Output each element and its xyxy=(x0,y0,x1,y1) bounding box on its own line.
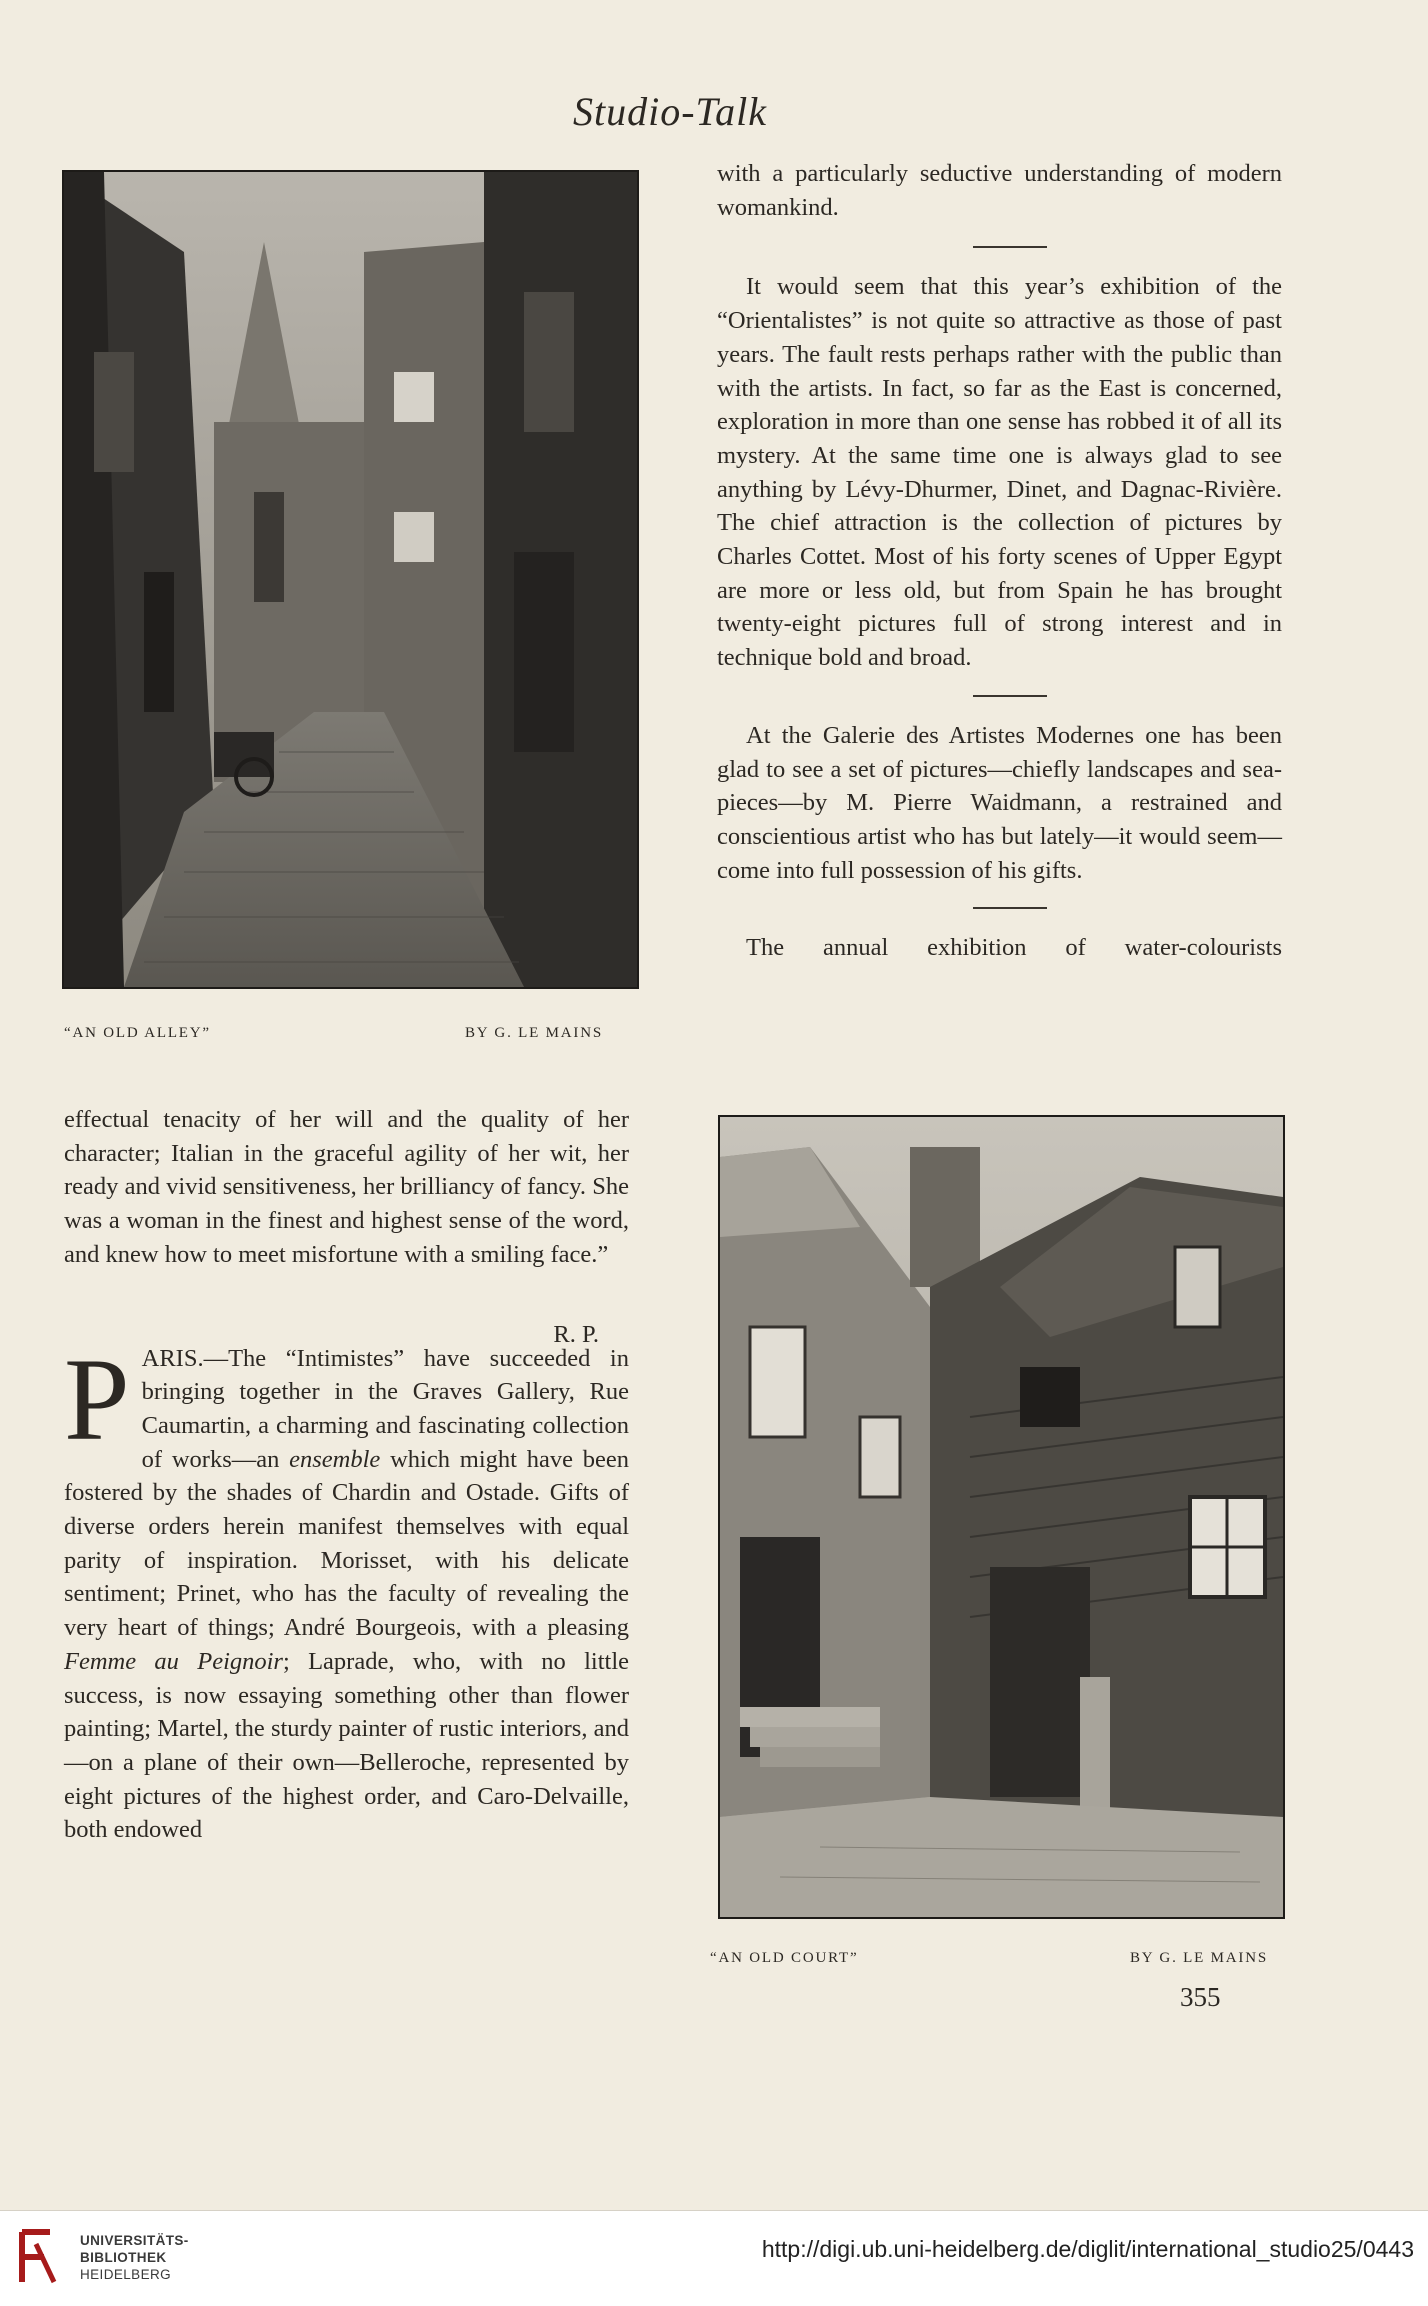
drop-cap-letter: P xyxy=(64,1333,130,1465)
university-logo-text xyxy=(80,2232,189,2283)
caption-old-alley-title: “AN OLD ALLEY” xyxy=(64,1025,211,1041)
court-etching xyxy=(720,1117,1283,1917)
paragraph-tribute xyxy=(64,1103,629,1272)
source-url-link[interactable]: http://digi.ub.uni-heidelberg.de/diglit/international_studio25/0443 xyxy=(761,2236,1414,2262)
paragraph-galerie-modernes: At the Galerie des Artistes Modernes one has been glad to see a set of pictures—chiefly landscapes and sea-pieces—by M. Pierre Waidmann, a restrained and conscientious artist who has but lately—it would seem—come into full possession of his gifts. xyxy=(717,721,1282,884)
university-logo-icon xyxy=(14,2222,62,2292)
right-column-top xyxy=(717,157,1282,965)
logo-line-2: BIBLIOTHEK xyxy=(80,2250,167,2265)
tribute-text: effectual tenacity of her will and the quality of her character; Italian in the graceful agility of her wit, her ready and vivid sensitiveness, her brilliancy of fancy. She was a woman in the finest and highest sense of the word, and knew how to meet misfortune with a smiling face.” xyxy=(64,1106,629,1268)
logo-line-3: HEIDELBERG xyxy=(80,2267,172,2282)
caption-old-alley-artist: BY G. LE MAINS xyxy=(465,1025,603,1041)
paris-em-ensemble: ensemble xyxy=(289,1445,381,1473)
paris-text-a: ARIS.—The “Intimistes” have succeeded in bringing together in the Graves Gallery, Rue Caumartin, a charming and fascinating collection of works—an xyxy=(141,1344,629,1473)
paris-section xyxy=(64,1333,630,1848)
paragraph-orientalistes: It would seem that this year’s exhibition of the “Orientalistes” is not quite so attractive as those of past years. The fault rests perhaps rather with the public than with the artists. In fact, so far as the East is concerned, exploration in more than one sense has robbed it of all its mystery. At the same time one is always glad to see anything by Lévy-Dhurmer, Dinet, and Dagnac-Rivière. The chief attraction is the collection of pictures by Charles Cottet. Most of his forty scenes of Upper Egypt are more or less old, but from Spain he has brought twenty-eight pictures full of strong interest and in technique bold and broad. xyxy=(717,273,1282,672)
page-number: 355 xyxy=(1180,1982,1221,2012)
paris-text-c: ; Laprade, who, with no little success, is now essaying something other than flower painting; Martel, the sturdy painter of rustic interiors, and—on a plane of their own—Belleroche, represented by eight pictures of the highest order, and Caro-Delvaille, both endowed xyxy=(64,1647,629,1844)
section-divider xyxy=(973,907,1047,909)
paragraph-continuation: with a particularly seductive understanding of modern womankind. xyxy=(717,160,1282,221)
paris-text-b: which might have been fostered by the shades of Chardin and Ostade. Gifts of diverse orders herein manifest themselves with equal parity of inspiration. Morisset, with his delicate sentiment; Prinet, who has the faculty of revealing the very heart of things; André Bourgeois, with a pleasing xyxy=(64,1445,630,1642)
left-column-bottom xyxy=(64,1103,629,1847)
signature: R. P. xyxy=(553,1321,599,1348)
caption-old-court-artist: BY G. LE MAINS xyxy=(1130,1950,1268,1966)
paragraph-water-colourists: The annual exhibition of water-colourists xyxy=(746,934,1282,962)
logo-line-1: UNIVERSITÄTS- xyxy=(80,2233,189,2248)
illustration-old-alley xyxy=(62,170,639,989)
paris-em-femme: Femme au Peignoir xyxy=(64,1647,283,1675)
paragraph-paris xyxy=(64,1333,630,1848)
section-divider xyxy=(973,695,1047,697)
caption-old-court-title: “AN OLD COURT” xyxy=(710,1950,859,1966)
section-divider xyxy=(973,246,1047,248)
alley-etching xyxy=(64,172,637,987)
running-header: Studio-Talk xyxy=(573,89,767,134)
illustration-old-court xyxy=(718,1115,1285,1919)
